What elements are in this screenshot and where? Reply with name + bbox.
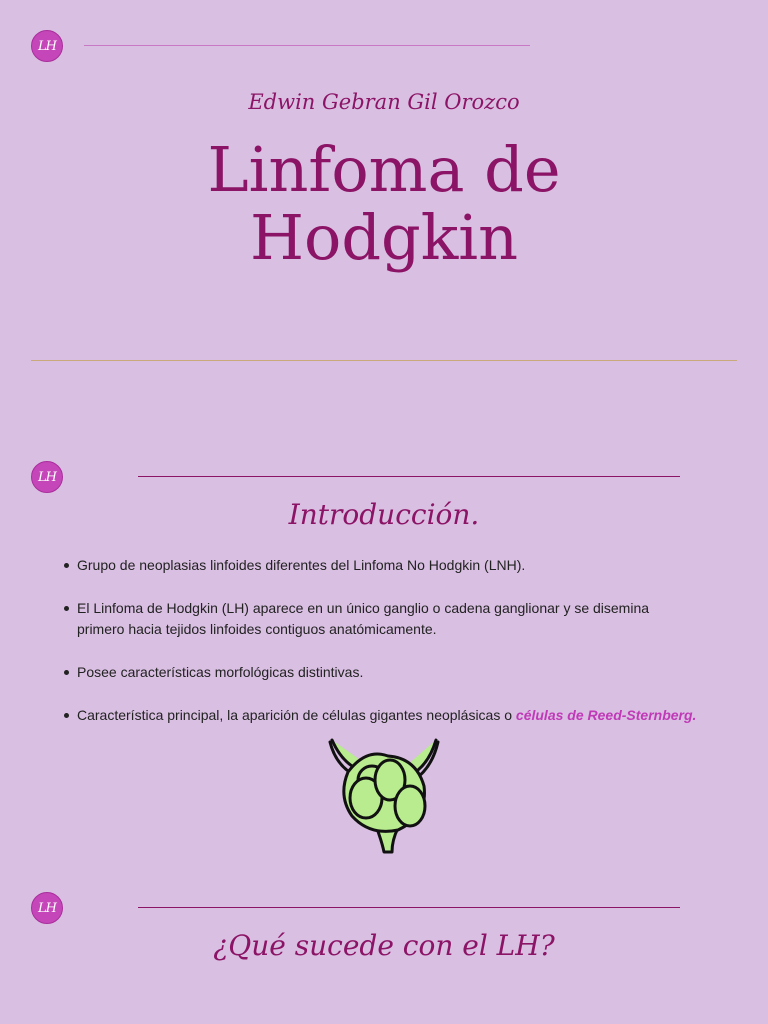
lymph-node-illustration-icon <box>326 736 442 854</box>
reed-sternberg-highlight: células de Reed-Sternberg. <box>515 707 697 723</box>
page-title <box>0 133 768 274</box>
list-item <box>58 705 698 726</box>
intro-bullet-list <box>58 555 698 748</box>
section2-heading: ¿Qué sucede con el LH? <box>213 929 555 962</box>
logo-text: LH <box>38 900 56 916</box>
logo-text: LH <box>38 469 56 485</box>
top-divider <box>84 45 530 46</box>
lh-logo-icon <box>31 30 63 62</box>
section-divider <box>138 907 680 908</box>
title-line-1: Linfoma de <box>207 133 561 206</box>
list-item: Grupo de neoplasias linfoides diferentes del Linfoma No Hodgkin (LNH). <box>58 555 698 576</box>
list-item: El Linfoma de Hodgkin (LH) aparece en un único ganglio o cadena ganglionar y se disemina primero hacia tejidos linfoides contiguos anatómicamente. <box>58 598 698 640</box>
logo-text: LH <box>38 38 56 54</box>
author-name: Edwin Gebran Gil Orozco <box>248 90 520 114</box>
title-line-2: Hodgkin <box>249 201 519 274</box>
section-divider <box>138 476 680 477</box>
bullet-text: Característica principal, la aparición de células gigantes neoplásicas o <box>77 707 516 723</box>
intro-heading: Introducción. <box>288 498 480 531</box>
gold-divider <box>31 360 737 361</box>
list-item: Posee características morfológicas distintivas. <box>58 662 698 683</box>
lh-logo-icon <box>31 892 63 924</box>
lh-logo-icon <box>31 461 63 493</box>
